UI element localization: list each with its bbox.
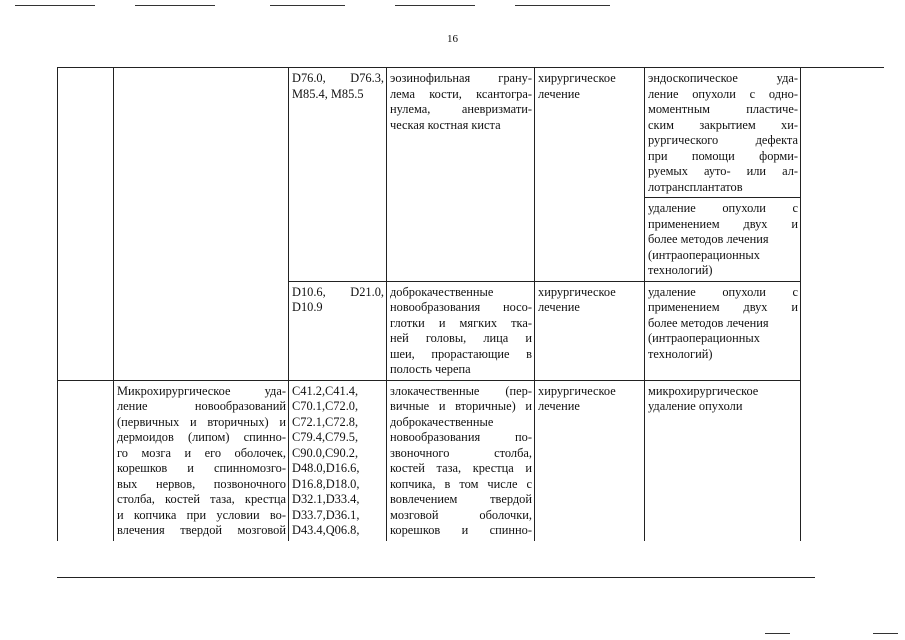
cell-method: эндоскопическое уда- ление опухоли с одно- моментным пластиче- ским закрытием хи- рургического дефекта при помощи форми- руемых ауто- или ал- лотрансплантатов bbox=[645, 68, 801, 198]
footer-rule-2 bbox=[873, 633, 898, 634]
cell-service-name: Микрохирургическое уда- ление новообразований (первичных и вторичных) и дермоидов (липом) спинно- го мозга и его оболочек, корешков и спинномозго- вых нервов, позвоночного столба, костей таза, крестца и копчика при условии во- влечения твердой мозговой bbox=[114, 380, 289, 541]
cell-diagnosis: злокачественные (пер- вичные и вторичные) и доброкачественные новообразования по- звоночного столба, костей таза, крестца и копчика, в том числе с вовлечением твердой мозговой оболочки, корешков и спинно- bbox=[387, 380, 535, 541]
page-number: 16 bbox=[447, 33, 458, 45]
cell-treatment-type: хирургическое лечение bbox=[535, 380, 645, 541]
header-rule-2 bbox=[135, 5, 215, 6]
header-rule-4 bbox=[395, 5, 475, 6]
cell-treatment-type: хирургическое лечение bbox=[535, 281, 645, 380]
cell-codes: D76.0, D76.3, M85.4, M85.5 bbox=[289, 68, 387, 282]
header-rule-3 bbox=[270, 5, 345, 6]
cell-method: микрохирургическое удаление опухоли bbox=[645, 380, 801, 541]
cell-treatment-type: хирургическое лечение bbox=[535, 68, 645, 282]
cell-codes: C41.2,C41.4, C70.1,C72.0, C72.1,C72.8, C79.4,C79.5, C90.0,C90.2, D48.0,D16.6, D16.8,D18.0, D32.1,D33.4, D33.7,D36.1, D43.4,Q06.8, bbox=[289, 380, 387, 541]
cell-index bbox=[58, 68, 114, 381]
header-rule-1 bbox=[15, 5, 95, 6]
table-bottom-rule bbox=[57, 577, 815, 578]
table-row-1 bbox=[58, 68, 884, 198]
table-row-4 bbox=[58, 380, 884, 541]
header-rule-5 bbox=[515, 5, 610, 6]
cell-index bbox=[58, 380, 114, 541]
cell-diagnosis: эозинофильная грану- лема кости, ксантогра- нулема, аневризмати- ческая костная киста bbox=[387, 68, 535, 282]
cell-service-name bbox=[114, 68, 289, 381]
cell-method: удаление опухоли с применением двух и более методов лечения (интраоперационных технологий) bbox=[645, 198, 801, 282]
cell-extra bbox=[801, 68, 884, 541]
footer-rule-1 bbox=[765, 633, 790, 634]
cell-method: удаление опухоли с применением двух и более методов лечения (интраоперационных технологий) bbox=[645, 281, 801, 380]
medical-services-table bbox=[57, 67, 884, 541]
cell-codes: D10.6, D21.0, D10.9 bbox=[289, 281, 387, 380]
cell-diagnosis: доброкачественные новообразования носо- глотки и мягких тка- ней головы, лица и шеи, прорастающие в полость черепа bbox=[387, 281, 535, 380]
